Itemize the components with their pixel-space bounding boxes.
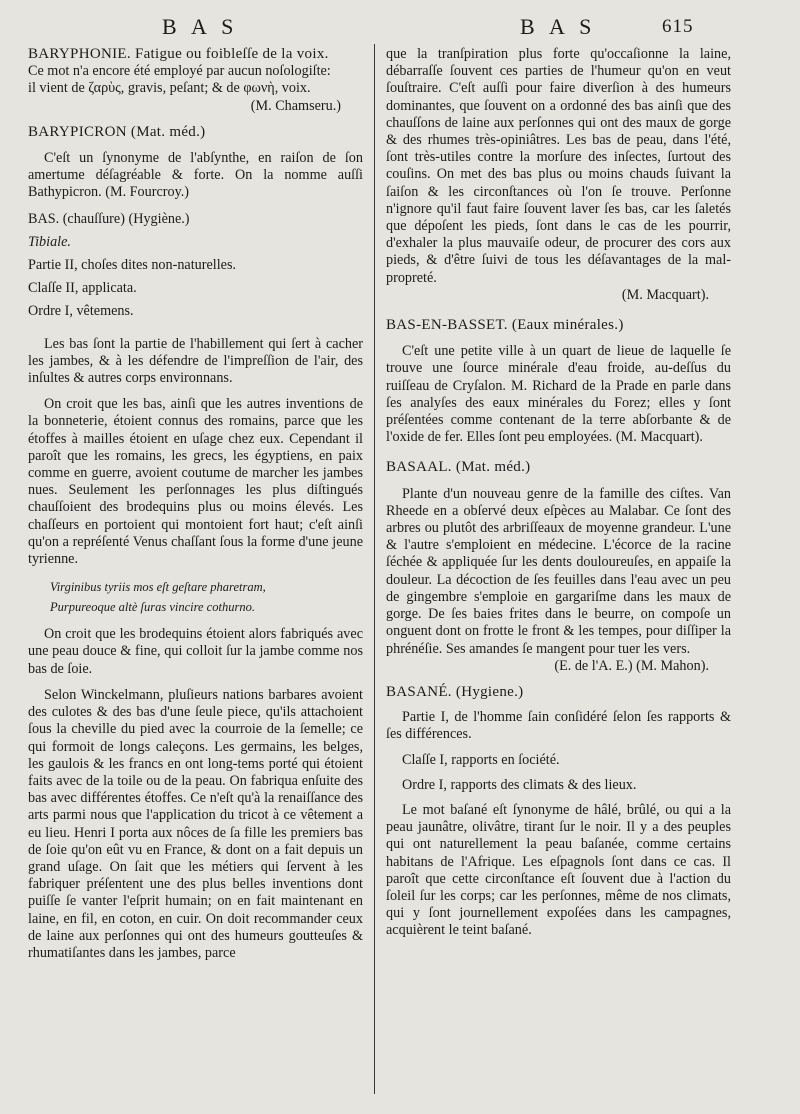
author-mahon: (E. de l'A. E.) (M. Mahon).	[554, 657, 709, 674]
bas-paragraph-2: On croit que les bas, ainſi que les autres inventions de la bonneterie, étoient connus des romains, parce que les étoffes à mailles étoient en uſage chez eux. Cependant il paroît que les romains, les grecs, les égyptiens, en paix comme en guerre, avoient coutume de marcher les jambes nues. Seulement les perſonnages les plus diſtingués chauſſoient des brodequins plus ou moins élevés. Les chaſſeurs en portoient qui montoient fort haut; c'eſt ainſi qu'on a repréſenté Venus chaſſant ſous la forme d'une jeune tyrienne.	[28, 396, 363, 568]
left-column	[28, 46, 363, 962]
entry-basane-partie: Partie I, de l'homme ſain conſidéré ſelon ſes rapports & ſes différences.	[386, 709, 731, 743]
bas-paragraph-1: Les bas ſont la partie de l'habillement qui ſert à cacher les jambes, & à les défendre de l'impreſſion de l'air, des inſultes & autres corps environnans.	[28, 335, 363, 387]
page-number: 615	[662, 16, 694, 37]
bas-paragraph-4: Selon Winckelmann, pluſieurs nations barbares avoient des culotes & des bas d'une ſeule piece, qu'ils attachoient ſous la cheville du pied avec la courroie de la ſemelle; ce qui formoit de longs caleçons. Les germains, les belges, les gaulois & les francs en ont long-tems porté qui étoient faits avec de la toile ou de la peau. On fabriqua enſuite des bas avec différentes étoffes. Ce n'eſt qu'à la renaiſſance des arts parmi nous que l'application du tricot à ce vêtement a eu lieu. Henri I porta aux nôces de ſa fille les premiers bas de ſoie qu'on eût vu en France, & dont on a fait depuis un grand uſage. On ſait que les métiers qui ſervent à les fabriquer préſentent une des plus belles inventions dont puiſſe ſe vanter l'eſprit humain; on en fait maintenant en laine, en fil, en coton, en cuir. On doit recommander ceux de laine aux perſonnes qui ont des humeurs goutteuſes & rhumatiſantes dans les jambes, parce	[28, 686, 363, 961]
verse-line-2: Purpureoque altè ſuras vincire cothurno.	[50, 600, 255, 615]
entry-barypicron-text: C'eſt un ſynonyme de l'abſynthe, en raiſon de ſon amertume déſagréable & forte. On la nomme auſſi Bathypicron. (M. Fourcroy.)	[28, 150, 363, 201]
entry-bas-classe: Claſſe II, applicata.	[28, 280, 137, 297]
entry-bas-title: BAS. (chauſſure) (Hygiène.)	[28, 210, 190, 227]
right-column	[386, 46, 731, 940]
running-head-left: B A S	[162, 14, 239, 39]
entry-baryphonie-line3: il vient de ζαρὺς, gravis, peſant; & de φωνὴ, voix.	[28, 80, 311, 97]
bas-paragraph-3: On croit que les brodequins étoient alors fabriqués avec une peau douce & fine, qui colloit ſur la jambe comme nos bas de ſoie.	[28, 626, 363, 677]
entry-basane-classe: Claſſe I, rapports en ſociété.	[402, 751, 560, 768]
column-divider	[374, 44, 375, 1094]
entry-bas-ordre: Ordre I, vêtemens.	[28, 303, 134, 320]
entry-bas-en-basset-text: C'eſt une petite ville à un quart de lieue de laquelle ſe trouve une ſource minérale d'eau froide, au-deſſus du ruiſſeau de Cryſalon. M. Richard de la Prade en parle dans ſes analyſes des eaux minérales du Forez; elles y ſont préſentées comme contenant de la terre abſorbante & de l'oxide de fer. Elles ſont peu employées. (M. Macquart).	[386, 343, 731, 446]
entry-barypicron-title: BARYPICRON (Mat. méd.)	[28, 123, 206, 140]
author-macquart: (M. Macquart).	[621, 286, 709, 303]
entry-basaal-text: Plante d'un nouveau genre de la famille des ciſtes. Van Rheede en a obſervé deux eſpèces au Malabar. Ce ſont des arbres ou plutôt des arbriſſeaux de moyenne grandeur. L'une & l'autre s'emploient en médecine. L'écorce de la racine ſéchée & appliquée ſur les dents douloureuſes, en appaiſe la douleur. La décoction de ſes feuilles dans l'eau avec un peu de gingembre s'emploie en gargariſme dans les maux de gorge. De ſes baies frites dans le beurre, on compoſe un onguent dont on frotte le front & les tempes, pour diſſiper la phrénéſie. Ses amandes ſe mangent pour tuer les vers.	[386, 485, 731, 657]
running-head-right: B A S	[520, 14, 597, 39]
entry-basane-ordre: Ordre I, rapports des climats & des lieux.	[402, 776, 637, 793]
entry-bas-partie: Partie II, choſes dites non-naturelles.	[28, 257, 237, 274]
entry-basaal-title: BASAAL. (Mat. méd.)	[386, 459, 531, 476]
author-chamseru: (M. Chamseru.)	[250, 97, 341, 114]
bas-continuation: que la tranſpiration plus forte qu'occaſionne la laine, débarraſſe ſouvent ces parties de l'humeur qu'on en veut ſouſtraire. C'eſt auſſi pour faire diverſion à des humeurs dominantes, que ſouvent on a ordonné des bas ainſi que des chauſſons de laine aux perſonnes qui ont des maux de gorge & des rhumes très-opiniâtres. Les bas de peau, dans l'été, ſont très-utiles contre la morſure des inſectes, ſurtout des couſins. On met des bas plus ou moins chauds ſuivant la ſaiſon & les circonſtances où l'on ſe trouve. Perſonne n'ignore qu'il faut faire ſouvent laver ſes bas, car les ſaletés que dépoſent les pieds, ſont dans le cas de les pourrir, d'exhaler la plus mauvaiſe odeur, de procurer des cors aux pieds, & d'être ſuivi de tous les déſavantages de la mal-propreté.	[386, 46, 731, 286]
verse-line-1: Virginibus tyriis mos eſt geſtare pharetram,	[50, 580, 266, 595]
entry-basane-title: BASANÉ. (Hygiene.)	[386, 683, 524, 700]
entry-bas-en-basset-title: BAS-EN-BASSET. (Eaux minérales.)	[386, 317, 624, 334]
entry-basane-text: Le mot baſané eſt ſynonyme de hâlé, brûlé, ou qui a la peau jaunâtre, olivâtre, tirant ſur le noir. Il y a des peuples qui ont naturellement la peau baſanée, comme certains habitans de l'Afrique. Les eſpagnols ſont dans ce cas. Il paroît que cette circonſtance eſt ſouvent due à l'action du ſoleil ſur les corps; car les perſonnes, même de nos climats, qui y ſont journellement expoſées dans les campagnes, acquièrent le teint baſané.	[386, 801, 731, 939]
entry-baryphonie-line2: Ce mot n'a encore été employé par aucun noſologiſte:	[28, 63, 331, 80]
entry-bas-latin: Tibiale.	[28, 233, 71, 250]
entry-baryphonie-line1: BARYPHONIE. Fatigue ou foibleſſe de la voix.	[28, 46, 329, 62]
